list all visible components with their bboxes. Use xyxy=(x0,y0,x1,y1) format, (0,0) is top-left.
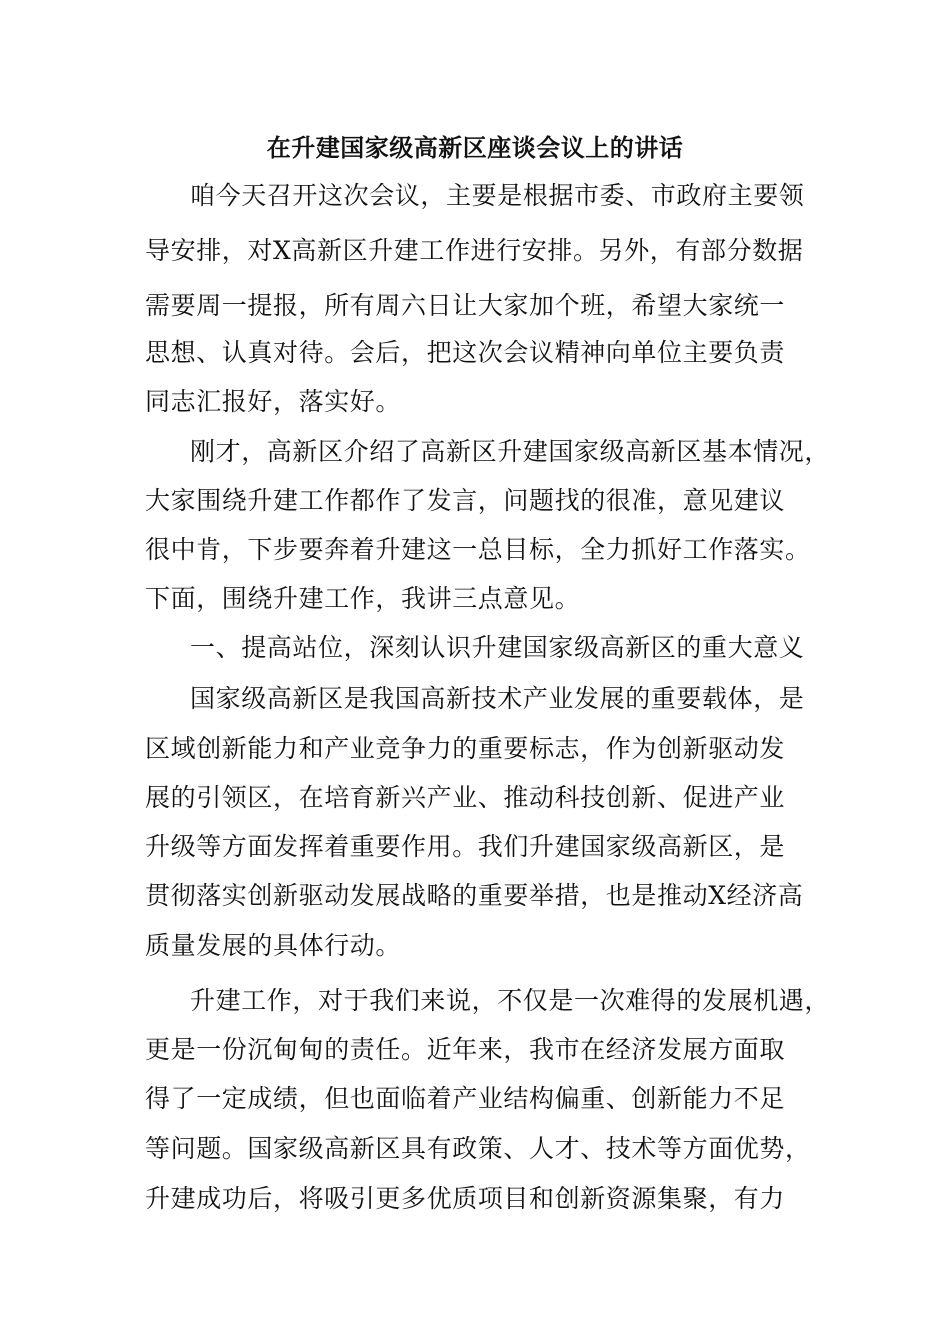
paragraph-line: 下面，围绕升建工作，我讲三点意见。 xyxy=(145,584,581,613)
paragraph-line: 得了一定成绩，但也面临着产业结构偏重、创新能力不足 xyxy=(145,1084,786,1113)
paragraph-line: 咱今天召开这次会议，主要是根据市委、市政府主要领 xyxy=(190,181,805,210)
paragraph-line: 很中肯，下步要奔着升建这一总目标，全力抓好工作落实。 xyxy=(145,535,811,564)
paragraph-line: 大家围绕升建工作都作了发言，问题找的很准，意见建议 xyxy=(145,486,786,515)
paragraph-line: 同志汇报好，落实好。 xyxy=(145,387,402,416)
paragraph-line: 导安排，对X高新区升建工作进行安排。另外，有部分数据 xyxy=(145,236,804,265)
paragraph-line: 升建工作，对于我们来说，不仅是一次难得的发展机遇， xyxy=(190,986,831,1015)
paragraph-line: 区域创新能力和产业竞争力的重要标志，作为创新驱动发 xyxy=(145,734,786,763)
paragraph-line: 展的引领区，在培育新兴产业、推动科技创新、促进产业 xyxy=(145,783,786,812)
paragraph-line: 思想、认真对待。会后，把这次会议精神向单位主要负责 xyxy=(145,338,786,367)
paragraph-line: 贯彻落实创新驱动发展战略的重要举措，也是推动X经济高 xyxy=(145,881,804,910)
paragraph-line: 等问题。国家级高新区具有政策、人才、技术等方面优势， xyxy=(145,1134,811,1163)
paragraph-line: 升级等方面发挥着重要作用。我们升建国家级高新区，是 xyxy=(145,832,786,861)
paragraph-line: 升建成功后，将吸引更多优质项目和创新资源集聚，有力 xyxy=(145,1184,786,1213)
document-title: 在升建国家级高新区座谈会议上的讲话 xyxy=(266,134,684,162)
section-heading: 一、提高站位，深刻认识升建国家级高新区的重大意义 xyxy=(190,633,805,662)
paragraph-line: 刚才，高新区介绍了高新区升建国家级高新区基本情况， xyxy=(190,437,831,466)
paragraph-line: 需要周一提报，所有周六日让大家加个班，希望大家统一 xyxy=(145,291,786,320)
paragraph-line: 质量发展的具体行动。 xyxy=(145,931,402,960)
paragraph-line: 更是一份沉甸甸的责任。近年来，我市在经济发展方面取 xyxy=(145,1035,786,1064)
paragraph-line: 国家级高新区是我国高新技术产业发展的重要载体，是 xyxy=(190,684,805,713)
